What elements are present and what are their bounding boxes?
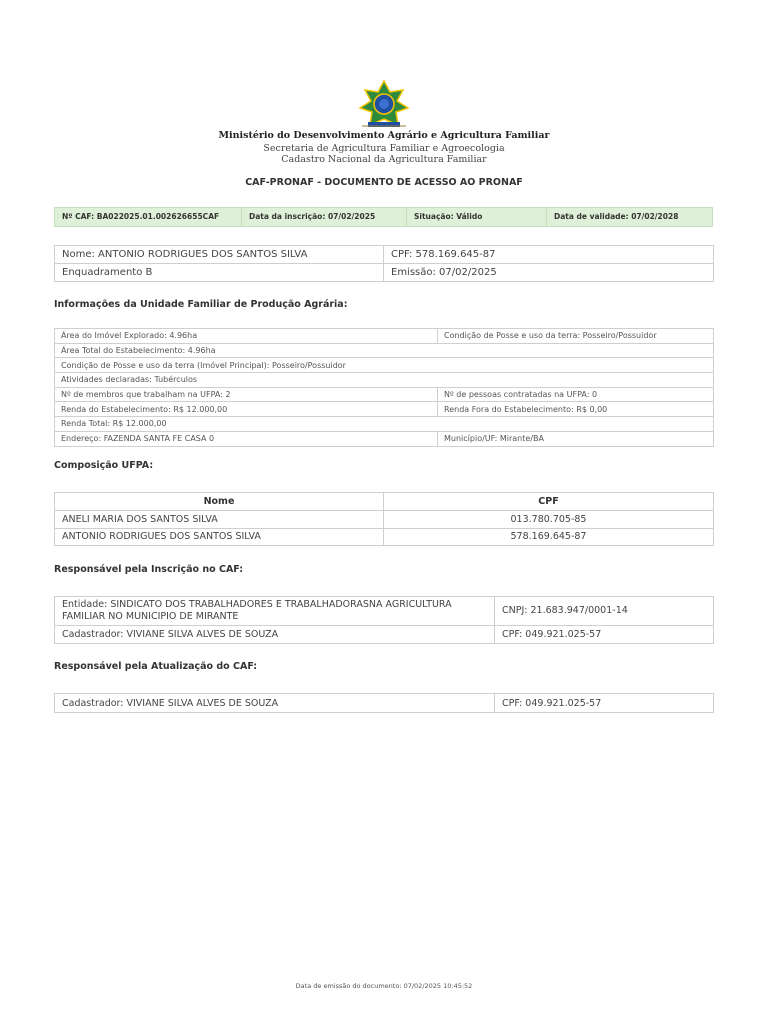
table-row xyxy=(55,431,714,446)
table-row xyxy=(55,597,714,626)
area-explored: Área do Imóvel Explorado: 4.96ha xyxy=(55,329,438,344)
table-row xyxy=(55,343,714,358)
income-total: Renda Total: R$ 12.000,00 xyxy=(55,417,714,432)
inscription-section-title: Responsável pela Inscrição no CAF: xyxy=(54,564,244,575)
column-header-name: Nome xyxy=(55,493,384,511)
ministry-name: Ministério do Desenvolvimento Agrário e Agricultura Familiar xyxy=(218,130,550,141)
member-cpf: 578.169.645-87 xyxy=(384,528,714,546)
table-row xyxy=(55,358,714,373)
total-area: Área Total do Estabelecimento: 4.96ha xyxy=(55,343,714,358)
coat-of-arms-icon xyxy=(356,80,412,130)
table-row xyxy=(55,402,714,417)
composition-table xyxy=(54,492,714,546)
member-cpf: 013.780.705-85 xyxy=(384,511,714,529)
address: Endereço: FAZENDA SANTA FE CASA 0 xyxy=(55,431,438,446)
column-header-cpf: CPF xyxy=(384,493,714,511)
update-section-title: Responsável pela Atualização do CAF: xyxy=(54,661,258,672)
ufpa-info-table xyxy=(54,328,714,447)
income-outside: Renda Fora do Estabelecimento: R$ 0,00 xyxy=(438,402,714,417)
validity-date: Data de validade: 07/02/2028 xyxy=(554,212,679,221)
table-row xyxy=(55,528,714,546)
entity-cnpj: CNPJ: 21.683.947/0001-14 xyxy=(495,597,714,626)
composition-section-title: Composição UFPA: xyxy=(54,460,154,471)
ufpa-section-title: Informações da Unidade Familiar de Produção Agrária: xyxy=(54,299,348,310)
table-row xyxy=(55,329,714,344)
registrar-name: Cadastrador: VIVIANE SILVA ALVES DE SOUZA xyxy=(55,626,495,644)
holder-classification: Enquadramento B xyxy=(55,264,384,282)
municipality: Município/UF: Mirante/BA xyxy=(438,431,714,446)
table-row xyxy=(55,626,714,644)
entity-name: Entidade: SINDICATO DOS TRABALHADORES E TRABALHADORASNA AGRICULTURA FAMILIAR NO MUNICIPIO DE MIRANTE xyxy=(55,597,495,626)
table-row xyxy=(55,264,714,282)
holder-issued: Emissão: 07/02/2025 xyxy=(384,264,714,282)
emission-timestamp: Data de emissão do documento: 07/02/2025 10:45:52 xyxy=(295,982,473,990)
income-establishment: Renda do Estabelecimento: R$ 12.000,00 xyxy=(55,402,438,417)
inscription-date: Data da inscrição: 07/02/2025 xyxy=(242,208,407,226)
update-registrar-name: Cadastrador: VIVIANE SILVA ALVES DE SOUZA xyxy=(55,694,495,713)
table-row xyxy=(55,373,714,388)
table-row xyxy=(55,511,714,529)
caf-number: Nº CAF: BA022025.01.002626655CAF xyxy=(55,208,242,226)
summary-bar xyxy=(54,207,713,227)
secretariat-name: Secretaria de Agricultura Familiar e Agroecologia xyxy=(263,143,505,154)
update-table xyxy=(54,693,714,713)
registrar-cpf: CPF: 049.921.025-57 xyxy=(495,626,714,644)
table-row xyxy=(55,387,714,402)
land-condition-main: Condição de Posse e uso da terra (Imóvel Principal): Posseiro/Possuidor xyxy=(55,358,714,373)
inscription-table xyxy=(54,596,714,644)
status-badge: Situação: Válido xyxy=(407,208,547,226)
table-header-row xyxy=(55,493,714,511)
members-working: Nº de membros que trabalham na UFPA: 2 xyxy=(55,387,438,402)
land-condition: Condição de Posse e uso da terra: Posseiro/Possuidor xyxy=(438,329,714,344)
activities: Atividades declaradas: Tubérculos xyxy=(55,373,714,388)
member-name: ANELI MARIA DOS SANTOS SILVA xyxy=(55,511,384,529)
update-registrar-cpf: CPF: 049.921.025-57 xyxy=(495,694,714,713)
hired-people: Nº de pessoas contratadas na UFPA: 0 xyxy=(438,387,714,402)
table-row xyxy=(55,246,714,264)
registry-name: Cadastro Nacional da Agricultura Familiar xyxy=(281,154,487,165)
table-row xyxy=(55,417,714,432)
holder-table xyxy=(54,245,714,282)
member-name: ANTONIO RODRIGUES DOS SANTOS SILVA xyxy=(55,528,384,546)
table-row xyxy=(55,694,714,713)
holder-cpf: CPF: 578.169.645-87 xyxy=(384,246,714,264)
holder-name: Nome: ANTONIO RODRIGUES DOS SANTOS SILVA xyxy=(55,246,384,264)
document-title: CAF-PRONAF - DOCUMENTO DE ACESSO AO PRONAF xyxy=(245,177,523,188)
